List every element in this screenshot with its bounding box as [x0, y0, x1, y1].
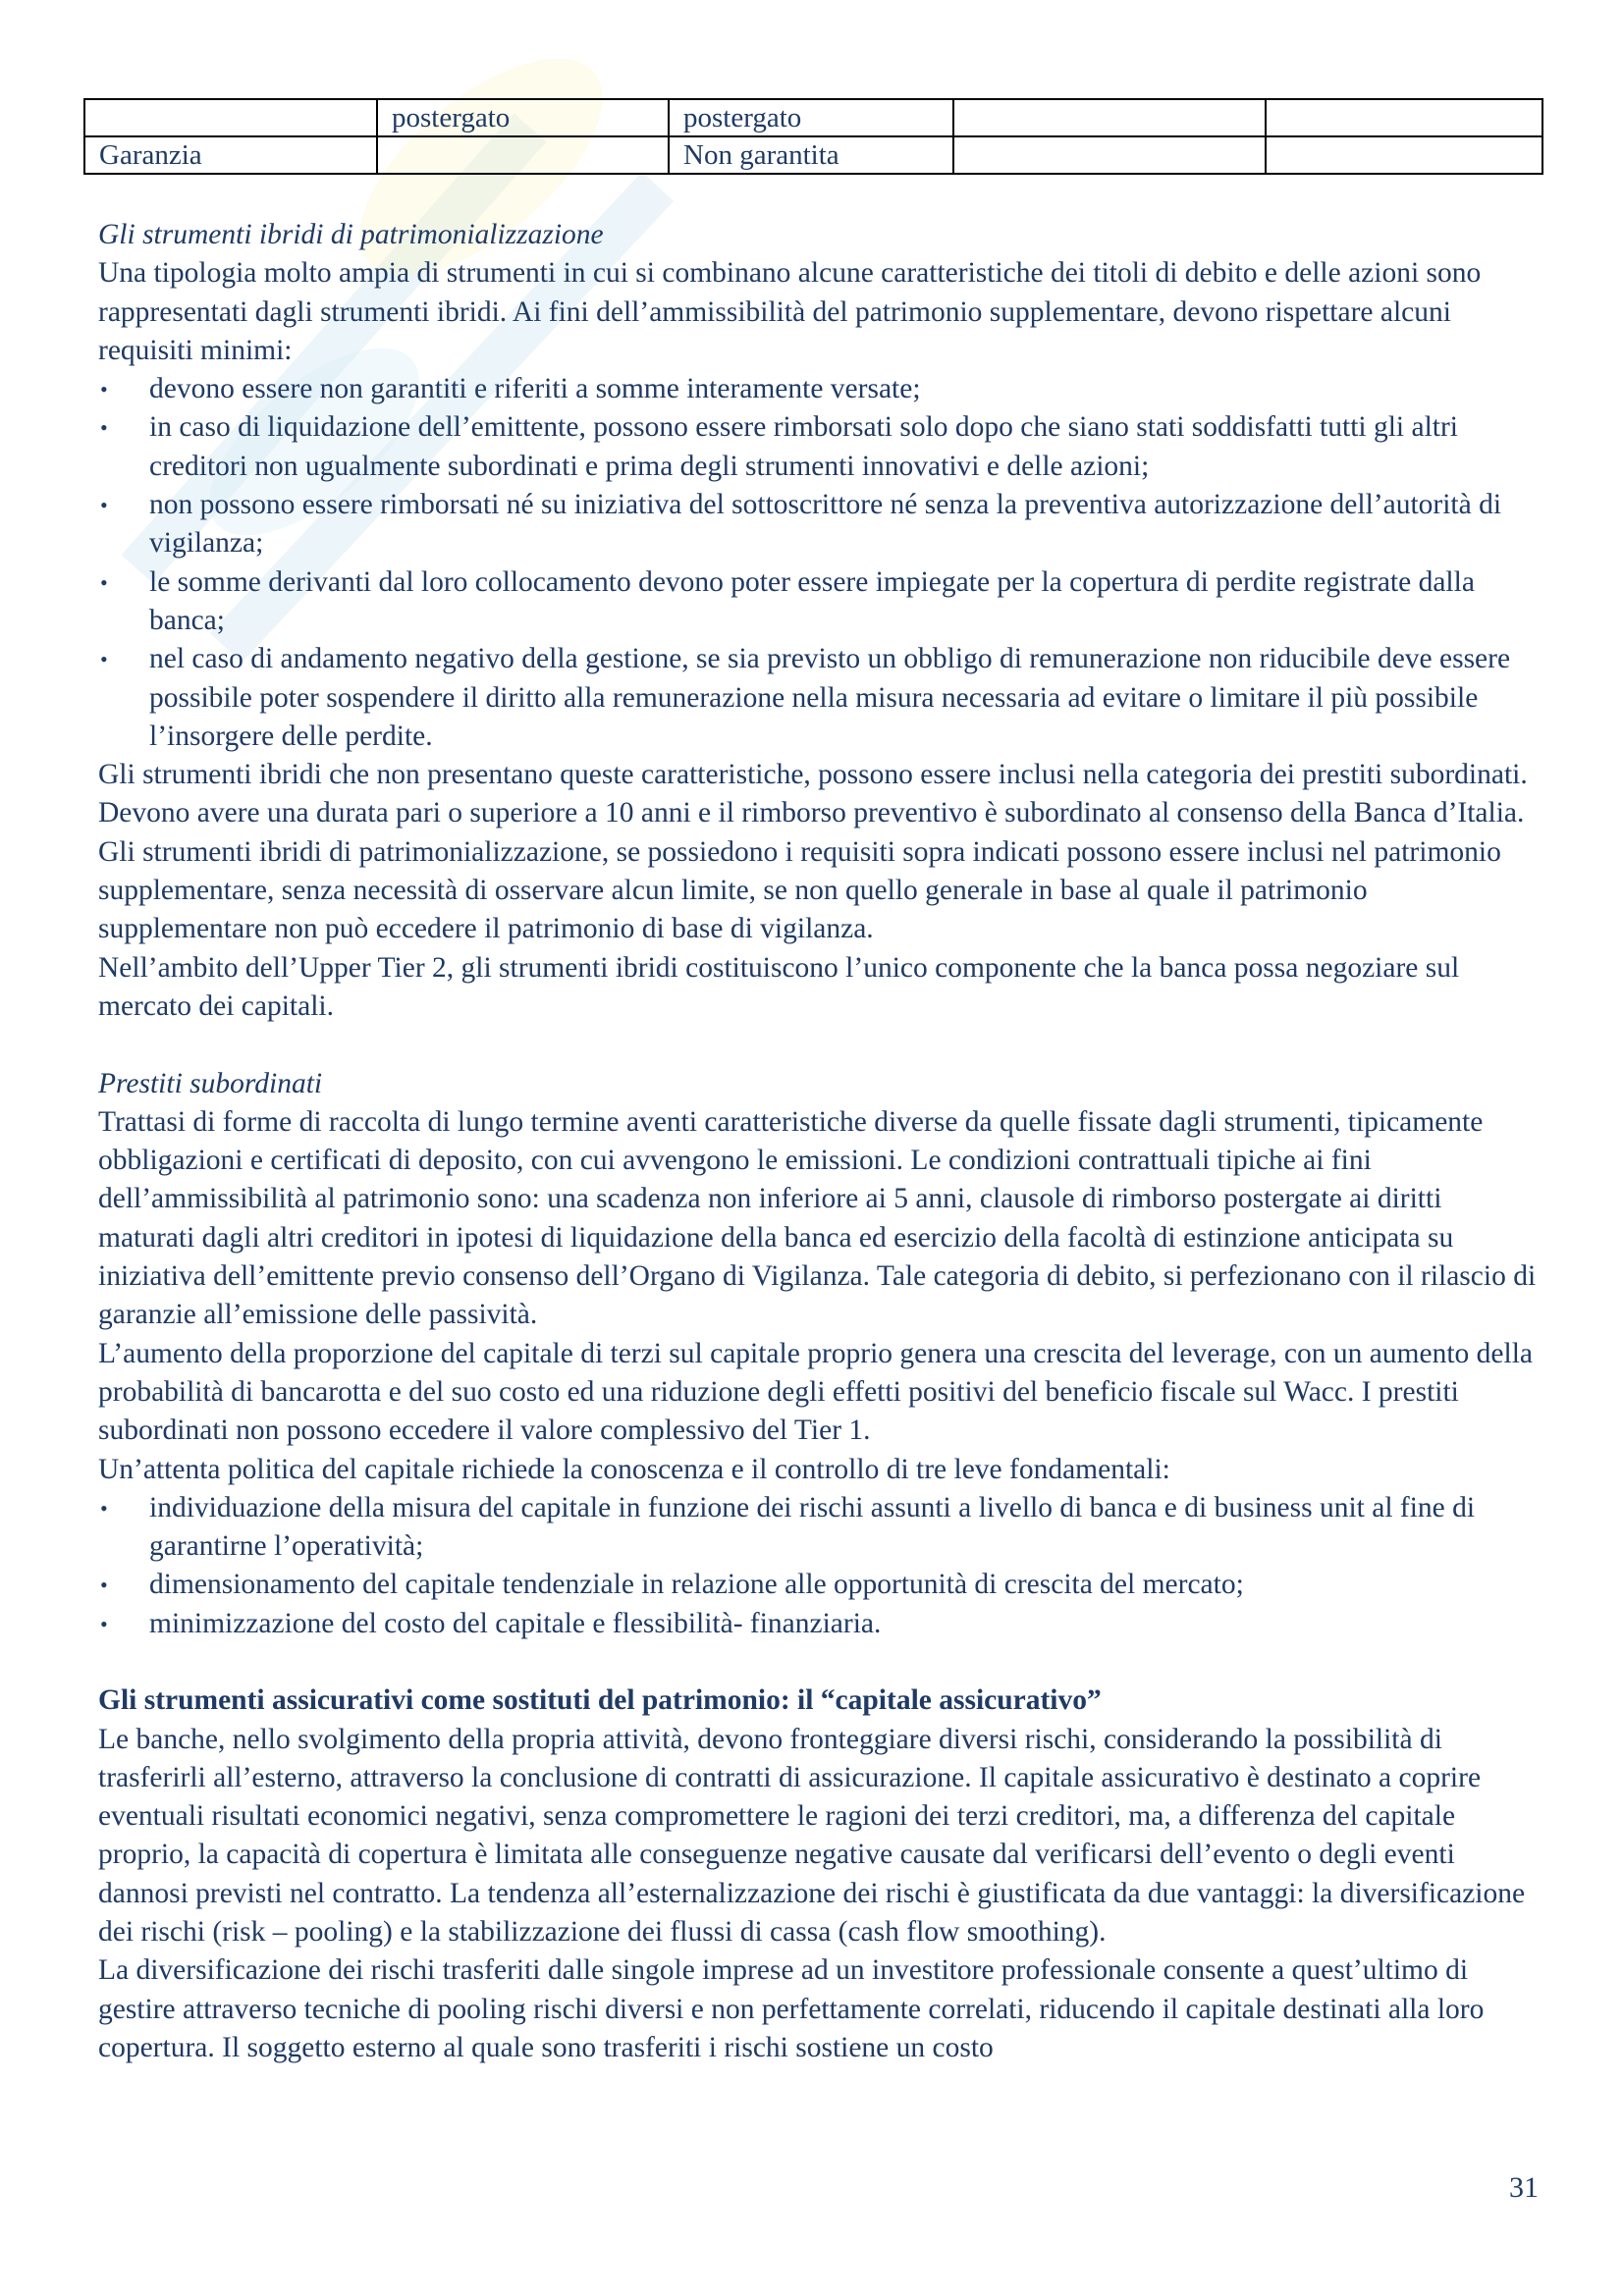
list-item: • individuazione della misura del capitale in funzione dei rischi assunti a livello di banca e di business unit al fine di garantirne l’operatività; [98, 1489, 1542, 1567]
table-cell: Non garantita [669, 136, 953, 174]
list-item: • in caso di liquidazione dell’emittente, possono essere rimborsati solo dopo che siano stati soddisfatti tutti gli altri creditori non ugualmente subordinati e prima degli strumenti innovativi e delle azioni; [98, 408, 1542, 486]
bullet-icon: • [100, 377, 108, 402]
bullet-icon: • [100, 493, 108, 518]
section-heading-ibridi: Gli strumenti ibridi di patrimonializzazione [98, 219, 604, 250]
table-cell: postergato [669, 99, 953, 136]
list-item: • devono essere non garantiti e riferiti a somme interamente versate; [98, 370, 1542, 408]
list-item: • le somme derivanti dal loro collocamento devono poter essere impiegate per la copertura di perdite registrate dalla banca; [98, 563, 1542, 641]
levers-list [98, 1489, 1542, 1643]
bullet-icon: • [100, 1611, 108, 1636]
table-cell: postergato [377, 99, 669, 136]
table-cell [953, 99, 1266, 136]
table-row [84, 99, 1542, 136]
list-item: • non possono essere rimborsati né su iniziativa del sottoscrittore né senza la preventiva autorizzazione dell’autorità di vigilanza; [98, 486, 1542, 563]
paragraph: La diversificazione dei rischi trasferiti dalle singole imprese ad un investitore professionale consente a quest’ultimo di gestire attraverso tecniche di pooling rischi diversi e non perfettamente correlati, riducendo il capitale destinati alla loro copertura. Il soggetto esterno al quale sono trasferiti i rischi sostiene un costo [98, 1954, 1485, 2063]
bullet-icon: • [100, 415, 108, 441]
body-text [98, 216, 1542, 2067]
table-cell [377, 136, 669, 174]
paragraph: L’aumento della proporzione del capitale di terzi sul capitale proprio genera una crescita del leverage, con un aumento della probabilità di bancarotta e del suo costo ed una riduzione degli effetti positivi del beneficio fiscale sul Wacc. I prestiti subordinati non possono eccedere il valore complessivo del Tier 1. [98, 1337, 1533, 1447]
bullet-icon: • [100, 1495, 108, 1521]
table-cell [953, 136, 1266, 174]
bullet-icon: • [100, 1573, 108, 1598]
list-item: • minimizzazione del costo del capitale e flessibilità- finanziaria. [98, 1605, 1542, 1643]
paragraph: Trattasi di forme di raccolta di lungo termine aventi caratteristiche diverse da quelle fissate dagli strumenti, tipicamente obbligazioni e certificati di deposito, con cui avvengono le emissioni. Le condizioni contrattuali tipiche ai fini dell’ammissibilità al patrimonio sono: una scadenza non inferiore ai 5 anni, clausole di rimborso postergate ai diritti maturati dagli altri creditori in ipotesi di liquidazione della banca ed esercizio della facoltà di estinzione anticipata su iniziativa dell’emittente previo consenso dell’Organo di Vigilanza. Tale categoria di debito, si perfezionano con il rilascio di garanzie all’emissione delle passività. [98, 1105, 1537, 1331]
section-heading-assicurativi: Gli strumenti assicurativi come sostituti del patrimonio: il “capitale assicurativo” [98, 1684, 1102, 1717]
comparison-table-fragment [83, 98, 1543, 175]
table-cell [1266, 99, 1542, 136]
table-cell [84, 99, 377, 136]
list-item: • nel caso di andamento negativo della gestione, se sia previsto un obbligo di remunerazione non riducibile deve essere possibile poter sospendere il diritto alla remunerazione nella misura necessaria ad evitare o limitare il più possibile l’insorgere delle perdite. [98, 640, 1542, 756]
requirements-list [98, 370, 1542, 756]
paragraph: Nell’ambito dell’Upper Tier 2, gli strumenti ibridi costituiscono l’unico componente che la banca possa negoziare sul mercato dei capitali. [98, 951, 1460, 1022]
page-number: 31 [1509, 2171, 1539, 2204]
bullet-icon: • [100, 569, 108, 595]
section-heading-prestiti: Prestiti subordinati [98, 1067, 323, 1099]
paragraph: Un’attenta politica del capitale richiede la conoscenza e il controllo di tre leve fondamentali: [98, 1453, 1170, 1485]
paragraph: Gli strumenti ibridi che non presentano queste caratteristiche, possono essere inclusi nella categoria dei prestiti subordinati. Devono avere una durata pari o superiore a 10 anni e il rimborso preventivo è subordinato al consenso della Banca d’Italia. Gli strumenti ibridi di patrimonializzazione, se possiedono i requisiti sopra indicati possono essere inclusi nel patrimonio supplementare, senza necessità di osservare alcun limite, se non quello generale in base al quale il patrimonio supplementare non può eccedere il patrimonio di base di vigilanza. [98, 759, 1528, 945]
table-row [84, 136, 1542, 174]
table-cell: Garanzia [84, 136, 377, 174]
table-cell [1266, 136, 1542, 174]
spacer [98, 1026, 1542, 1064]
bullet-icon: • [100, 647, 108, 672]
paragraph: Le banche, nello svolgimento della propria attività, devono fronteggiare diversi rischi, considerando la possibilità di trasferirli all’esterno, attraverso la conclusione di contratti di assicurazione. Il capitale assicurativo è destinato a coprire eventuali risultati economici negativi, senza compromettere le ragioni dei terzi creditori, ma, a differenza del capitale proprio, la capacità di copertura è limitata alle conseguenze negative causate dal verificarsi dell’evento o degli eventi dannosi previsti nel contratto. La tendenza all’esternalizzazione dei rischi è giustificata da due vantaggi: la diversificazione dei rischi (risk – pooling) e la stabilizzazione dei flussi di cassa (cash flow smoothing). [98, 1723, 1526, 1949]
paragraph: Una tipologia molto ampia di strumenti in cui si combinano alcune caratteristiche dei titoli di debito e delle azioni sono rappresentati dagli strumenti ibridi. Ai fini dell’ammissibilità del patrimonio supplementare, devono rispettare alcuni requisiti minimi: [98, 257, 1482, 366]
list-item: • dimensionamento del capitale tendenziale in relazione alle opportunità di crescita del mercato; [98, 1566, 1542, 1604]
spacer [98, 1643, 1542, 1682]
